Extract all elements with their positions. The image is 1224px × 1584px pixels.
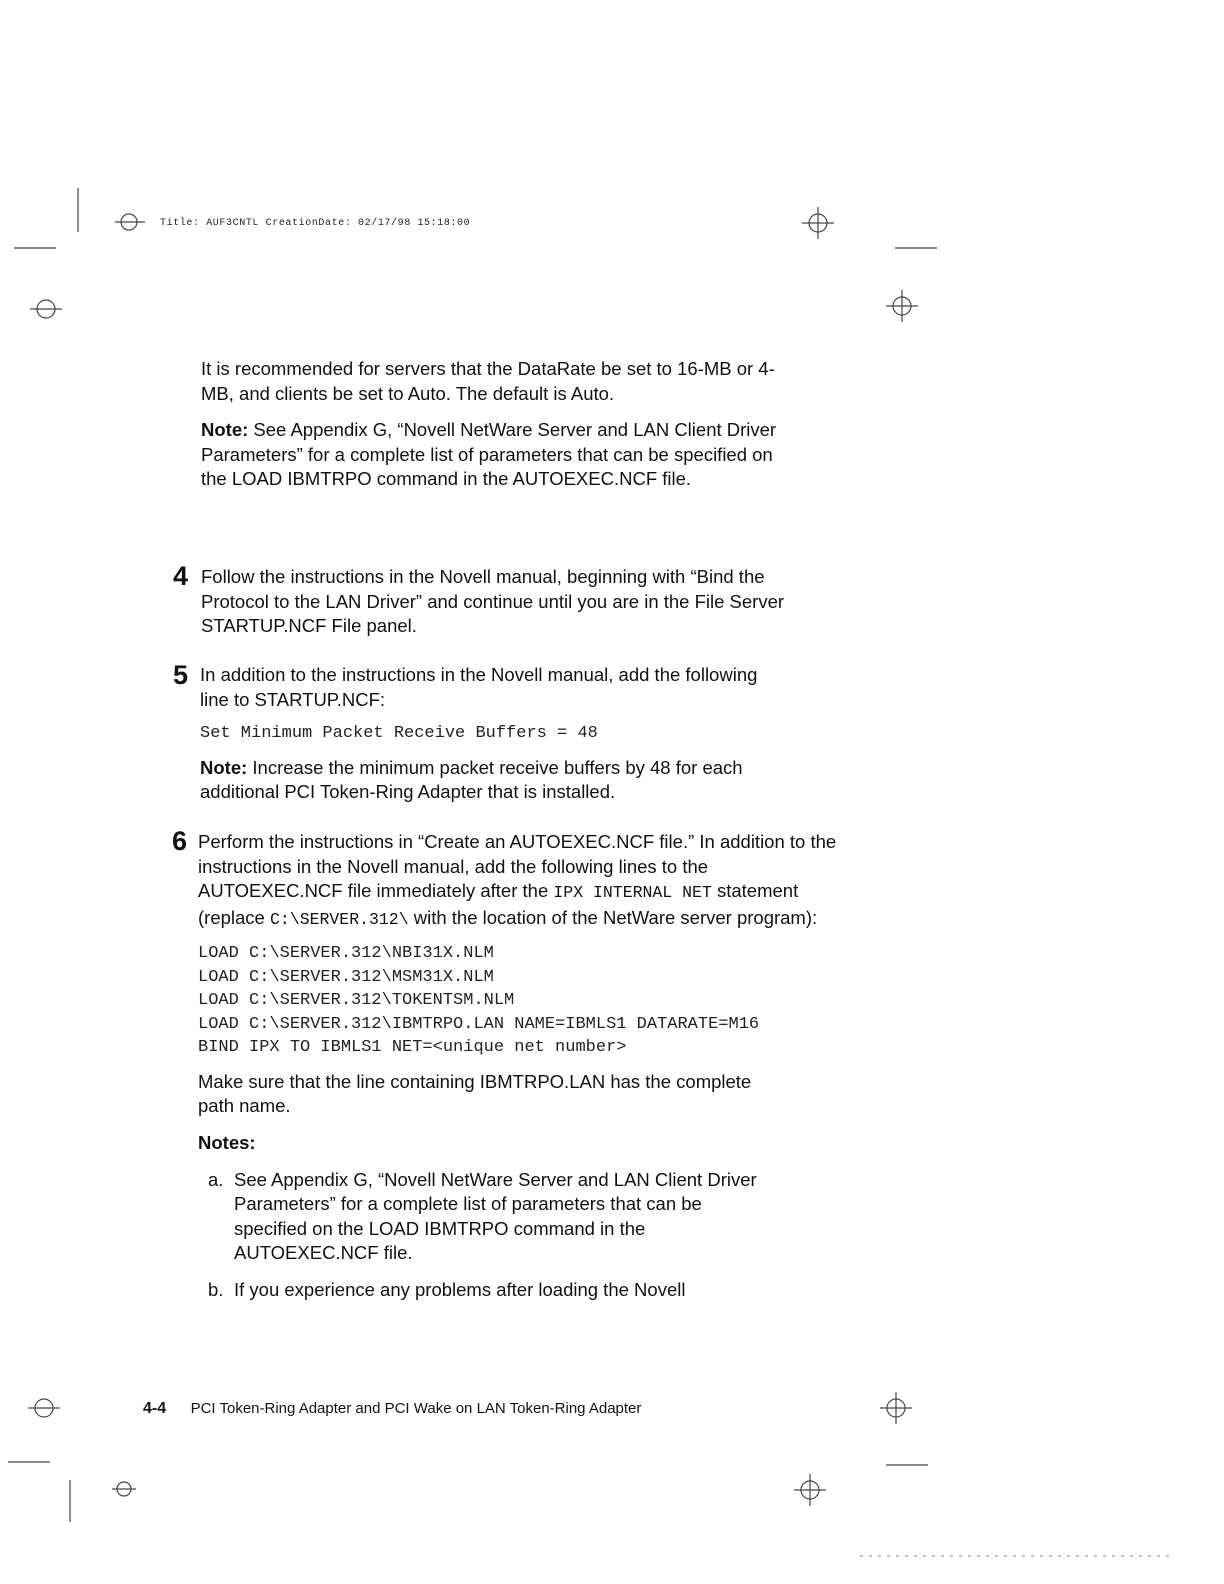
- note-label: Note:: [200, 756, 248, 778]
- code-line: BIND IPX TO IBMLS1 NET=<unique net number>: [198, 1038, 627, 1058]
- intro-note: [201, 418, 791, 492]
- step-6-mono-b: C:\SERVER.312\: [269, 909, 409, 929]
- page-footer: [143, 1400, 641, 1418]
- step-5-text: In addition to the instructions in the Novell manual, add the following line to STARTUP.NCF:: [200, 664, 758, 710]
- code-line: LOAD C:\SERVER.312\MSM31X.NLM: [198, 967, 494, 987]
- note-item-text: See Appendix G, “Novell NetWare Server and LAN Client Driver Parameters” for a complete list of parameters that can be specified on the LOAD IBMTRPO command in the AUTOEXEC.NCF file.: [234, 1168, 757, 1264]
- note-text: See Appendix G, “Novell NetWare Server and LAN Client Driver Parameters” for a complete list of parameters that can be specified on the LOAD IBMTRPO command in the AUTOEXEC.NCF file.: [201, 419, 777, 490]
- step-6-text-c: with the location of the NetWare server program):: [413, 906, 818, 928]
- intro-block: [201, 357, 791, 492]
- step-5-code: Set Minimum Packet Receive Buffers = 48: [200, 724, 598, 744]
- step-6-code-block: [198, 942, 838, 1060]
- note-marker: a.: [208, 1168, 224, 1190]
- step-4-block: [201, 565, 791, 639]
- note-marker: b.: [208, 1279, 224, 1301]
- notes-list: [198, 1168, 768, 1303]
- note-text: Increase the minimum packet receive buffers by 48 for each additional PCI Token-Ring Adapter that is installed.: [200, 756, 743, 803]
- step-number-6: 6: [172, 826, 188, 856]
- footer-title: PCI Token-Ring Adapter and PCI Wake on LAN Token-Ring Adapter: [190, 1400, 642, 1417]
- step-6-text: [198, 830, 838, 932]
- step-number-4: 4: [173, 561, 189, 591]
- step-number-5: 5: [173, 660, 189, 690]
- step-6-after-code: Make sure that the line containing IBMTRPO.LAN has the complete path name.: [198, 1070, 752, 1117]
- note-item-b: [198, 1278, 768, 1303]
- step-6-text-a: Perform the instructions in “Create an AUTOEXEC.NCF file.” In addition to the instructions in the Novell manual, add the following lines to the AUTOEXEC.NCF file immediately after the: [198, 831, 837, 902]
- step-5-note: [200, 756, 790, 805]
- notes-label: Notes:: [198, 1132, 256, 1154]
- step-6-block: [198, 830, 838, 1303]
- step-6-mono-a: IPX INTERNAL NET: [553, 883, 712, 903]
- header-meta-text: Title: AUF3CNTL CreationDate: 02/17/98 15:18:00: [160, 218, 471, 229]
- code-line: LOAD C:\SERVER.312\TOKENTSM.NLM: [198, 991, 515, 1011]
- intro-paragraph: It is recommended for servers that the DataRate be set to 16-MB or 4-MB, and clients be set to Auto. The default is Auto.: [201, 358, 775, 404]
- page-number: 4-4: [143, 1400, 167, 1417]
- note-item-text: If you experience any problems after loading the Novell: [234, 1279, 686, 1301]
- step-5-block: [200, 663, 790, 805]
- code-line: LOAD C:\SERVER.312\IBMTRPO.LAN NAME=IBMLS1 DATARATE=M16: [198, 1014, 760, 1034]
- code-line: LOAD C:\SERVER.312\NBI31X.NLM: [198, 944, 494, 964]
- note-label: Note:: [201, 419, 249, 441]
- note-item-a: [198, 1168, 768, 1266]
- step-4-text: Follow the instructions in the Novell manual, beginning with “Bind the Protocol to the LAN Driver” and continue until you are in the File Server STARTUP.NCF File panel.: [201, 566, 785, 637]
- step-6-text-b: statement (replace: [198, 880, 799, 928]
